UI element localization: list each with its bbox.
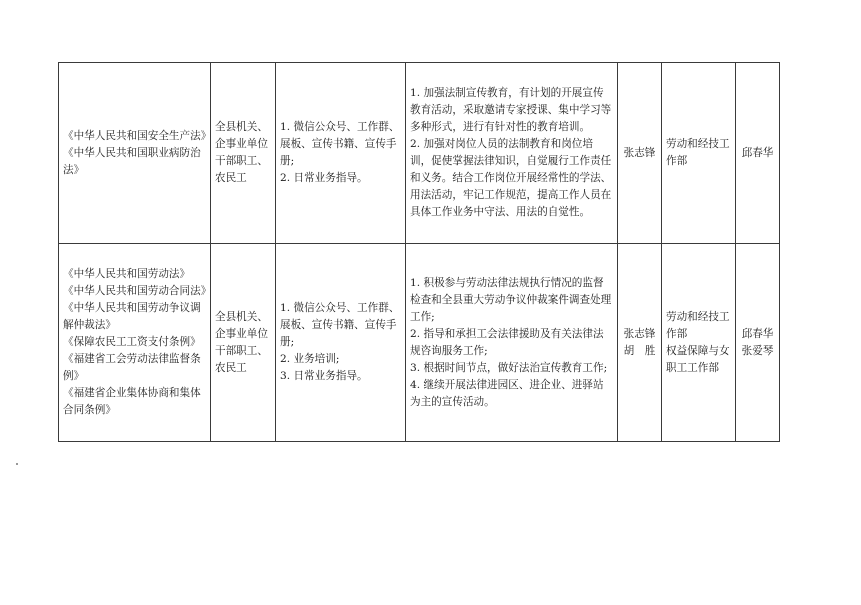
- leader-name: 邱春华: [741, 327, 774, 340]
- measure-item: 4. 继续开展法律进园区、进企业、进驿站为主的宣传活动。: [410, 378, 604, 408]
- leader-cell: [736, 63, 780, 244]
- measure-item: 3. 根据时间节点，做好法治宣传教育工作;: [410, 361, 608, 374]
- measure-item: 2. 加强对岗位人员的法制教育和岗位培训，促使掌握法律知识，自觉履行工作责任和义务。结合工作岗位开展经常性的学法、用法活动，牢记工作规范，提高工作人员在具体工作业务中守法、用法的自觉性。: [410, 138, 612, 218]
- responsible-person: 张志锋: [623, 146, 656, 159]
- law-name: 《福建省工会劳动法律监督条例》: [63, 353, 201, 382]
- person-cell: [618, 244, 662, 442]
- law-name: 《中华人民共和国劳动争议调解仲裁法》: [63, 302, 201, 331]
- target-audience: 全县机关、企事业单位干部职工、农民工: [215, 310, 268, 374]
- method-cell: [276, 63, 406, 244]
- method-item: 1. 微信公众号、工作群、展板、宣传书籍、宣传手册;: [280, 302, 400, 348]
- department-name: 劳动和经技工作部: [666, 310, 730, 340]
- law-name: 《中华人民共和国安全生产法》: [63, 129, 212, 142]
- target-cell: [211, 63, 276, 244]
- law-name: 《福建省企业集体协商和集体合同条例》: [63, 387, 201, 416]
- law-name: 《中华人民共和国劳动法》: [63, 268, 191, 280]
- measure-item: 2. 指导和承担工会法律援助及有关法律法规咨询服务工作;: [410, 327, 604, 357]
- leader-name: 张爱琴: [741, 344, 774, 357]
- method-item: 2. 日常业务指导。: [280, 172, 368, 184]
- method-item: 2. 业务培训;: [280, 353, 340, 365]
- department-name: 权益保障与女职工工作部: [666, 344, 730, 374]
- law-name: 《中华人民共和国职业病防治法》: [63, 146, 201, 176]
- responsibility-table: [58, 62, 780, 442]
- law-name: 《保障农民工工资支付条例》: [63, 336, 201, 348]
- responsible-person: 胡 胜: [623, 344, 656, 357]
- method-item: 3. 日常业务指导。: [280, 370, 368, 382]
- law-cell: [59, 63, 211, 244]
- method-item: 1. 微信公众号、工作群、展板、宣传书籍、宣传手册;: [280, 121, 400, 167]
- table-row: [59, 63, 780, 244]
- target-audience: 全县机关、企事业单位干部职工、农民工: [215, 121, 268, 184]
- measure-item: 1. 积极参与劳动法律法规执行情况的监督检查和全县重大劳动争议仲裁案件调查处理工作;: [410, 276, 612, 323]
- leader-name: 邱春华: [741, 146, 774, 159]
- method-cell: [276, 244, 406, 442]
- law-name: 《中华人民共和国劳动合同法》: [63, 285, 212, 297]
- target-cell: [211, 244, 276, 442]
- measure-cell: [406, 244, 618, 442]
- scan-speck: [16, 463, 18, 465]
- dept-cell: [662, 244, 736, 442]
- measure-item: 1. 加强法制宣传教育，有计划的开展宣传教育活动，采取邀请专家授课、集中学习等多种形式，进行有针对性的教育培训。: [410, 87, 612, 133]
- law-cell: [59, 244, 211, 442]
- table-row: [59, 244, 780, 442]
- leader-cell: [736, 244, 780, 442]
- responsible-person: 张志锋: [623, 327, 656, 340]
- person-cell: [618, 63, 662, 244]
- department-name: 劳动和经技工作部: [666, 138, 730, 167]
- measure-cell: [406, 63, 618, 244]
- dept-cell: [662, 63, 736, 244]
